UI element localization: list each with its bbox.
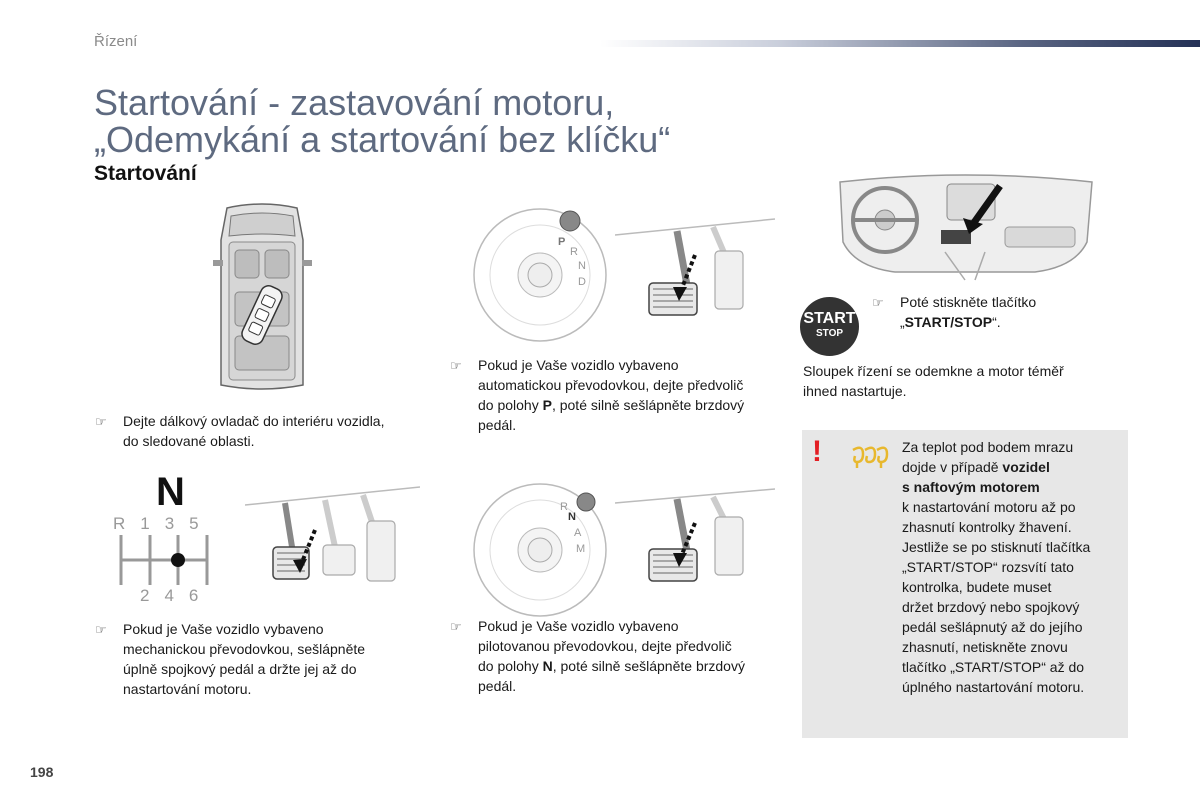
instruction-piloted (450, 616, 788, 696)
instruction-automatic-line3-pre: do polohy (478, 397, 543, 413)
instruction-automatic-line2: automatickou převodovkou, dejte předvolič (478, 377, 744, 393)
warning-line8: kontrolka, budete muset (902, 579, 1052, 595)
warning-line6: Jestliže se po stisknutí tlačítka (902, 539, 1091, 555)
page-number: 198 (30, 764, 54, 780)
header-gradient-bar (600, 40, 1200, 47)
pointing-finger-icon: ☞ (450, 358, 462, 373)
instruction-automatic-position: P (542, 397, 552, 413)
exclamation-icon: ! (812, 435, 822, 468)
instruction-piloted-line3-post: , poté silně sešlápněte brzdový (552, 658, 745, 674)
section-name: Řízení (94, 33, 138, 50)
selector-piloted-m: M (576, 543, 586, 555)
instruction-press-quote-open: „ (900, 314, 905, 330)
instruction-automatic-line3-post: , poté silně sešlápněte brzdový (551, 397, 745, 413)
gear-shift-pattern-icon (110, 535, 220, 587)
pointing-finger-icon: ☞ (450, 619, 462, 634)
column-unlock-line1: Sloupek řízení se odemkne a motor téměř (803, 363, 1064, 379)
pointing-finger-icon: ☞ (95, 622, 107, 637)
instruction-remote-line1: Dejte dálkový ovladač do interiéru vozidla, (123, 413, 385, 429)
piloted-brake-pedal-illustration (615, 485, 775, 595)
page-title (94, 84, 670, 158)
start-button-label: START (803, 310, 856, 327)
instruction-manual (95, 619, 423, 699)
selector-auto-r: R (570, 246, 578, 258)
page-title-line2: „Odemykání a startování bez klíčku“ (94, 119, 671, 160)
selector-piloted-r: R (560, 501, 568, 513)
instruction-automatic (450, 355, 788, 435)
instruction-piloted-position: N (542, 658, 553, 674)
instruction-piloted-line2: pilotovanou převodovkou, dejte předvolič (478, 638, 732, 654)
instruction-press-start (872, 292, 1110, 332)
instruction-piloted-line4: pedál. (478, 678, 517, 694)
instruction-piloted-line1: Pokud je Vaše vozidlo vybaveno (478, 618, 679, 634)
gear-top-row: R135 (113, 514, 214, 533)
instruction-press-line1: Poté stiskněte tlačítko (900, 294, 1037, 310)
page-title-line1: Startování - zastavování motoru, (94, 82, 615, 123)
column-unlock-line2: ihned nastartuje. (803, 383, 907, 399)
instruction-manual-line4: nastartování motoru. (123, 681, 252, 697)
selector-auto-d: D (578, 276, 586, 288)
warning-line1: Za teplot pod bodem mrazu (902, 439, 1074, 455)
manual-pedals-illustration (245, 485, 420, 595)
dashboard-illustration (835, 172, 1097, 282)
instruction-automatic-line1: Pokud je Vaše vozidlo vybaveno (478, 357, 679, 373)
piloted-selector-dial (470, 480, 610, 620)
warning-line10: pedál sešlápnutý až do jejího (902, 619, 1083, 635)
warning-line5: zhasnutí kontrolky žhavení. (902, 519, 1072, 535)
instruction-piloted-line3-pre: do polohy (478, 658, 543, 674)
pointing-finger-icon: ☞ (95, 414, 107, 429)
automatic-brake-pedal-illustration (615, 215, 775, 330)
warning-line11: zhasnutí, netiskněte znovu (902, 639, 1068, 655)
pointing-finger-icon: ☞ (872, 295, 884, 310)
warning-line2-pre: dojde v případě (902, 459, 1003, 475)
start-stop-button-icon (800, 297, 859, 356)
warning-line9: držet brzdový nebo spojkový (902, 599, 1080, 615)
warning-line12: tlačítko „START/STOP“ až do (902, 659, 1085, 675)
instruction-remote (95, 411, 423, 451)
instruction-manual-line3: úplně spojkový pedál a držte jej až do (123, 661, 357, 677)
column-unlock-note (803, 361, 1123, 401)
car-top-view-illustration (205, 200, 320, 395)
selector-piloted-a: A (574, 527, 582, 539)
warning-line7: „START/STOP“ rozsvítí tato (902, 559, 1074, 575)
instruction-press-button-name: START/STOP (904, 314, 993, 330)
instruction-automatic-line4: pedál. (478, 417, 517, 433)
instruction-manual-line2: mechanickou převodovkou, sešlápněte (123, 641, 366, 657)
warning-line4: k nastartování motoru až po (902, 499, 1076, 515)
selector-auto-p: P (558, 236, 566, 248)
section-subtitle: Startování (94, 162, 197, 185)
warning-line2-bold: vozidel (1002, 459, 1050, 475)
selector-piloted-n: N (568, 511, 576, 523)
stop-button-label: STOP (815, 328, 844, 339)
warning-line3-bold: s naftovým motorem (902, 479, 1040, 495)
selector-auto-n: N (578, 260, 586, 272)
gear-bottom-row: 246 (140, 586, 214, 605)
warning-text (902, 437, 1116, 697)
automatic-selector-dial (470, 205, 610, 345)
instruction-manual-line1: Pokud je Vaše vozidlo vybaveno (123, 621, 324, 637)
glow-plug-icon (851, 446, 891, 470)
gear-selected-label: N (156, 470, 185, 514)
warning-line13: úplného nastartování motoru. (902, 679, 1085, 695)
instruction-press-quote-close: “. (992, 314, 1001, 330)
instruction-remote-line2: do sledované oblasti. (123, 433, 255, 449)
